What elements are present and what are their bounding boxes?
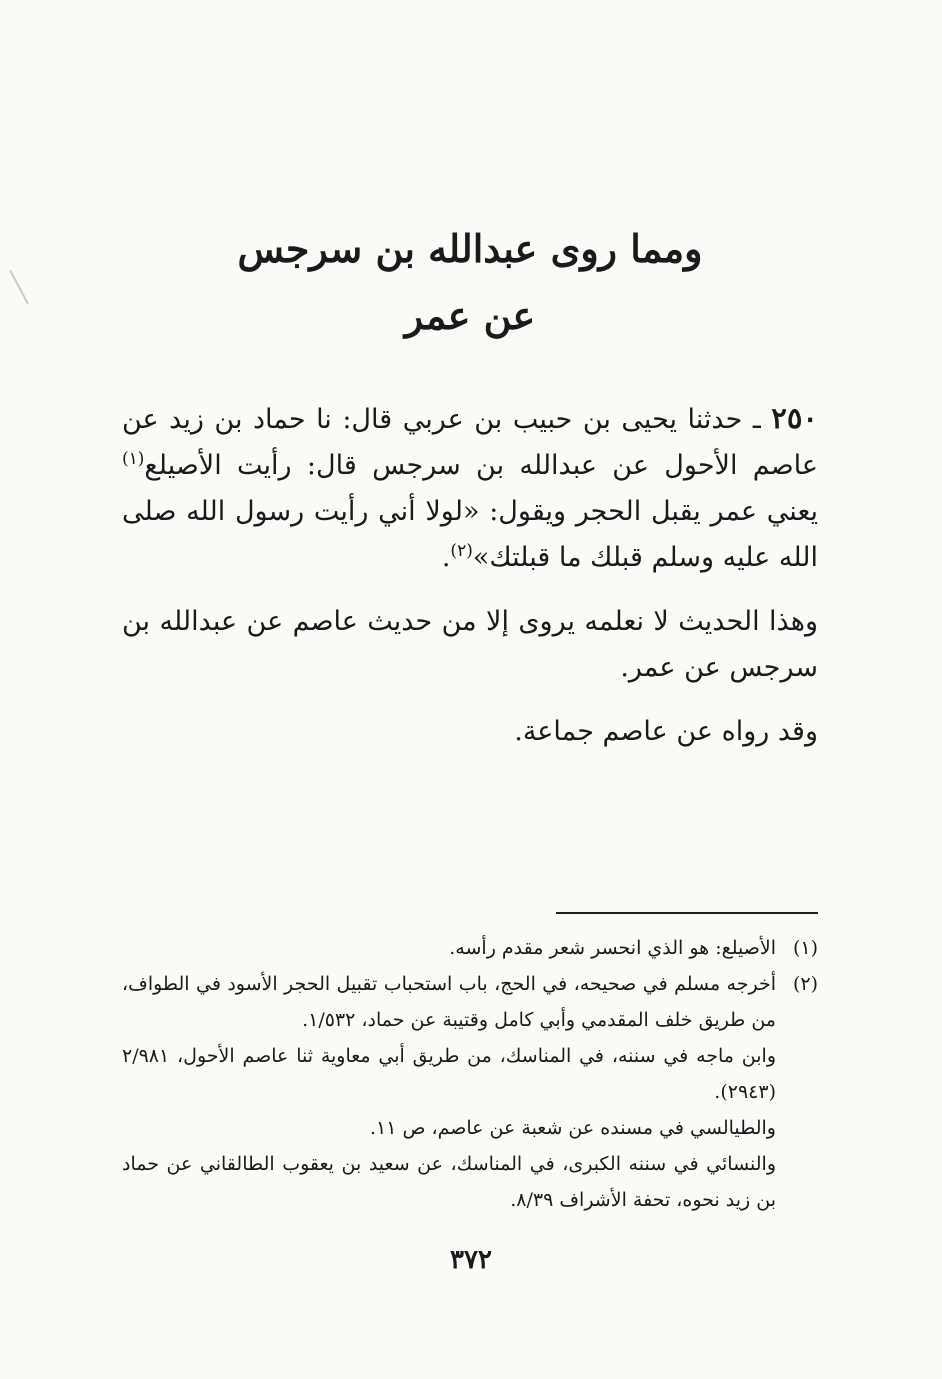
- footnote-2-text: أخرجه مسلم في صحيحه، في الحج، باب استحباب تقبيل الحجر الأسود في الطواف، من طريق خلف المقدمي وأبي كامل وقتيبة عن حماد، ١/٥٣٢.: [122, 973, 776, 1031]
- hadith-text-part1: حدثنا يحيى بن حبيب بن عربي قال: نا حماد بن زيد عن عاصم الأحول عن عبدالله بن سرجس قال: رأيت الأصيلع: [122, 404, 818, 481]
- chapter-title-line2: عن عمر: [404, 293, 536, 338]
- commentary-paragraph: وهذا الحديث لا نعلمه يروى إلا من حديث عاصم عن عبدالله بن سرجس عن عمر.: [122, 606, 818, 683]
- footnote-1-text: الأصيلع: هو الذي انحسر شعر مقدم رأسه.: [449, 937, 776, 959]
- footnote-ref-2[interactable]: (٢): [450, 541, 473, 561]
- narration-note-paragraph: وقد رواه عن عاصم جماعة.: [514, 716, 818, 747]
- footnote-2-line-tayalisi: والطيالسي في مسنده عن شعبة عن عاصم، ص ١١.: [369, 1117, 776, 1139]
- footnote-2-line-ibn-majah: وابن ماجه في سننه، في المناسك، من طريق أبي معاوية ثنا عاصم الأحول، ٢/٩٨١ (٢٩٤٣).: [122, 1045, 776, 1103]
- hadith-number: ٢٥٠: [771, 401, 819, 435]
- hadith-text-end: .: [441, 542, 451, 573]
- hadith-text-part2: يعني عمر يقبل الحجر ويقول: «لولا أني رأيت رسول الله صلى الله عليه وسلم قبلك ما قبلتك»: [122, 496, 818, 573]
- footnotes-section: [122, 930, 818, 1218]
- footnote-2: [122, 966, 818, 1038]
- footnote-separator-rule: [556, 912, 818, 914]
- chapter-title-line1: ومما روى عبدالله بن سرجس: [237, 226, 703, 271]
- footnote-2-number: (٢): [792, 973, 818, 995]
- main-text: [122, 395, 818, 773]
- footnote-ref-1[interactable]: (١): [122, 449, 145, 469]
- hadith-paragraph: [122, 395, 818, 581]
- page-number: ٣٧٢: [450, 1245, 492, 1275]
- footnote-1-number: (١): [792, 937, 818, 959]
- footnote-1: [122, 930, 818, 966]
- footnote-2-line-nasai: والنسائي في سننه الكبرى، في المناسك، عن سعيد بن يعقوب الطالقاني عن حماد بن زيد نحوه، تحفة الأشراف ٨/٣٩.: [122, 1153, 776, 1211]
- scan-artifact-line: [9, 270, 29, 304]
- hadith-separator: ـ: [752, 404, 761, 435]
